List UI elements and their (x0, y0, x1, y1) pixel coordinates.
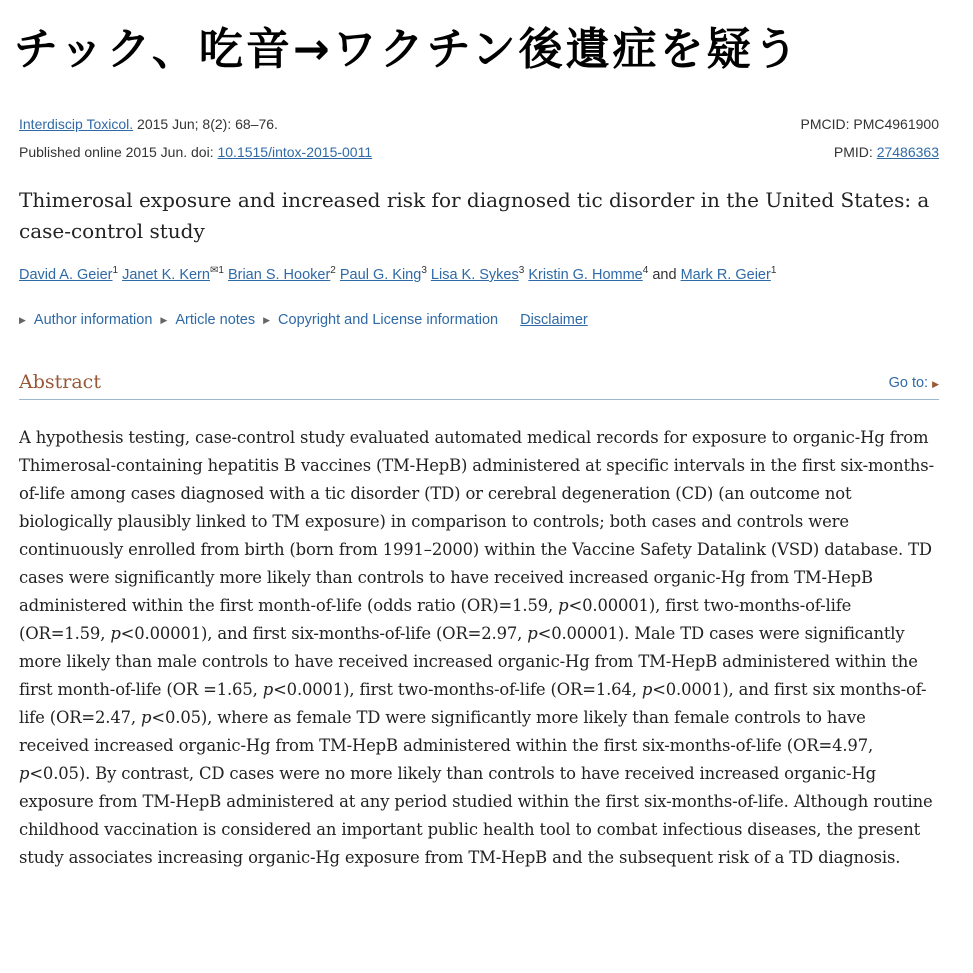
article (19, 114, 939, 872)
abstract-text-segment: <0.00001). Male TD cases were significantly more likely than male controls to have received increased organic-Hg from TM-HepB administered within the first month-of-life (OR =1.65, (19, 624, 918, 699)
abstract-heading: Abstract (19, 371, 101, 393)
abstract-text-segment: <0.0001), and first six months-of-life (OR=2.47, (19, 680, 927, 727)
citation-row (19, 114, 939, 134)
author-list (19, 262, 939, 288)
p-value-symbol: p (110, 624, 121, 643)
author-affiliation-sup: 3 (421, 265, 427, 276)
p-value-symbol: p (527, 624, 538, 643)
triangle-right-icon: ▶ (160, 315, 168, 325)
goto-menu[interactable] (889, 373, 939, 394)
abstract-header (19, 370, 939, 400)
author-affiliation-sup: 1 (770, 265, 777, 276)
author-affiliation-sup: ✉1 (209, 265, 224, 276)
disclaimer-link[interactable]: Disclaimer (520, 312, 588, 328)
author-link[interactable]: Paul G. King (339, 267, 422, 283)
pmcid: PMCID: PMC4961900 (800, 116, 939, 132)
abstract-text-segment: <0.0001), first two-months-of-life (OR=1.64, (273, 680, 642, 699)
author-information-toggle[interactable]: Author information (33, 312, 153, 328)
pmid-label: PMID: (833, 144, 877, 160)
triangle-right-icon: ▶ (263, 315, 271, 325)
pmid-link[interactable]: 27486363 (876, 144, 939, 160)
author-link[interactable]: Kristin G. Homme (528, 267, 643, 283)
article-notes-toggle[interactable]: Article notes (175, 312, 256, 328)
banner-title: チック、吃音→ワクチン後遺症を疑う (14, 24, 801, 75)
goto-label[interactable]: Go to: (888, 375, 929, 391)
author-separator: and (648, 267, 681, 283)
author-affiliation-sup: 1 (112, 265, 119, 276)
author-affiliation-sup: 3 (518, 265, 525, 276)
published-prefix: Published online 2015 Jun. doi: (19, 144, 218, 160)
journal-link[interactable]: Interdiscip Toxicol. (19, 116, 134, 132)
journal-issue: 2015 Jun; 8(2): 68–76. (133, 116, 278, 132)
abstract-text-segment: <0.00001), first two-months-of-life (OR=1.59, (19, 596, 852, 643)
triangle-right-icon: ▶ (19, 315, 26, 325)
doi-row (19, 142, 939, 162)
abstract-text (19, 424, 939, 872)
author-link[interactable]: Mark R. Geier (680, 267, 771, 283)
author-link[interactable]: Janet K. Kern (122, 267, 210, 283)
triangle-right-icon: ▶ (932, 379, 939, 389)
published-online (19, 142, 372, 162)
p-value-symbol: p (262, 680, 274, 699)
p-value-symbol: p (19, 764, 30, 783)
pmid (834, 142, 939, 162)
abstract-text-segment: <0.00001), and first six-months-of-life (OR=2.97, (120, 624, 528, 643)
author-affiliation-sup: 2 (330, 265, 336, 276)
abstract-text-segment: A hypothesis testing, case-control study evaluated automated medical records for exposure to organic-Hg from Thimerosal-containing hepatitis B vaccines (TM-HepB) administered at specific intervals in the first six-months-of-life among cases diagnosed with a tic disorder (TD) or cerebral degeneration (CD) (an outcome not biologically plausibly linked to TM exposure) in comparison to controls; both cases and controls were continuously enrolled from birth (born from 1991–2000) within the Vaccine Safety Datalink (VSD) database. TD cases were significantly more likely than controls to have received increased organic-Hg from TM-HepB administered within the first month-of-life (odds ratio (OR)=1.59, (19, 428, 934, 615)
doi-link[interactable]: 10.1515/intox-2015-0011 (217, 144, 373, 160)
p-value-symbol: p (141, 708, 152, 727)
abstract-text-segment: <0.05). By contrast, CD cases were no more likely than controls to have received increased organic-Hg exposure from TM-HepB administered at any period studied within the first six-months-of-life. Although routine childhood vaccination is considered an important public health tool to combat infectious diseases, the present study associates increasing organic-Hg exposure from TM-HepB and the subsequent risk of a TD diagnosis. (19, 764, 933, 867)
author-link[interactable]: Lisa K. Sykes (430, 267, 519, 283)
p-value-symbol: p (641, 680, 653, 699)
author-affiliation-sup: 4 (642, 265, 649, 276)
p-value-symbol: p (558, 596, 569, 615)
journal-citation (19, 114, 278, 134)
article-title: Thimerosal exposure and increased risk for diagnosed tic disorder in the United States: a case-control study (19, 188, 930, 243)
author-link[interactable]: David A. Geier (19, 267, 113, 283)
abstract-text-segment: <0.05), where as female TD were significantly more likely than female controls to have received increased organic-Hg from TM-HepB administered within the first six-months-of-life (OR=4.97, (19, 708, 874, 755)
author-link[interactable]: Brian S. Hooker (227, 267, 331, 283)
meta-nav (19, 310, 939, 330)
copyright-toggle[interactable]: Copyright and License information (278, 312, 499, 328)
